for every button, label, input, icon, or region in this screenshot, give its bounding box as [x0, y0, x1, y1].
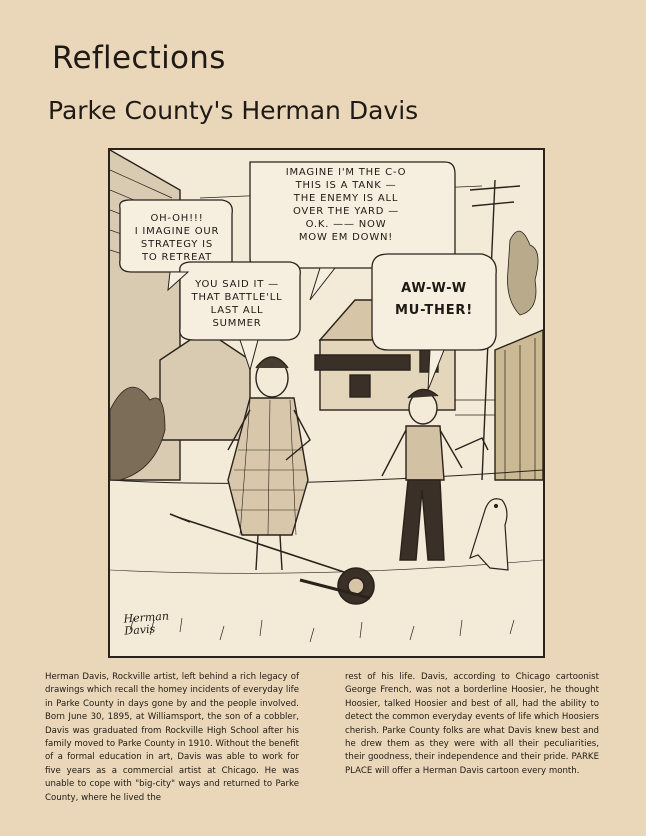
- cartoon-illustration: [108, 148, 545, 658]
- speech-bubble-retreat: OH-OH!!! I IMAGINE OUR STRATEGY IS TO RETREAT: [134, 213, 220, 263]
- article-column-2: rest of his life. Davis, according to Chicago cartoonist George French, was not a borderline Hoosier, he thought Hoosier, talked Hoosier and best of all, had the ability to detect the common everyday events of life which Hoosiers cherish. Parke County folks are what Davis knew best and he drew them as they were with all their peculiarities, their goodness, their independence and their pride. PARKE PLACE will offer a Herman Davis cartoon every month.: [345, 672, 599, 776]
- speech-bubble-mother: AW-W-W MU-THER!: [395, 281, 473, 318]
- artist-signature: Herman Davis: [123, 609, 170, 638]
- page-title: Reflections: [52, 40, 226, 76]
- page-subtitle: Parke County's Herman Davis: [48, 96, 419, 125]
- speech-bubble-tank: IMAGINE I'M THE C-O THIS IS A TANK — THE ENEMY IS ALL OVER THE YARD — O.K. —— NOW MOW EM DOWN!: [285, 167, 407, 243]
- speech-bubble-summer: YOU SAID IT — THAT BATTLE'LL LAST ALL SUMMER: [191, 279, 283, 329]
- article-column-1: Herman Davis, Rockville artist, left behind a rich legacy of drawings which recall the homey incidents of everyday life in Parke County in days gone by and the people involved. Born June 30, 1895, at Williamsport, the son of a cobbler, Davis was graduated from Rockville High School after his family moved to Parke County in 1910. Without the benefit of a formal education in art, Davis was able to work for five years as a commercial artist at Chicago. He was unable to cope with "big-city" ways and returned to Parke County, where he lived the: [45, 672, 299, 803]
